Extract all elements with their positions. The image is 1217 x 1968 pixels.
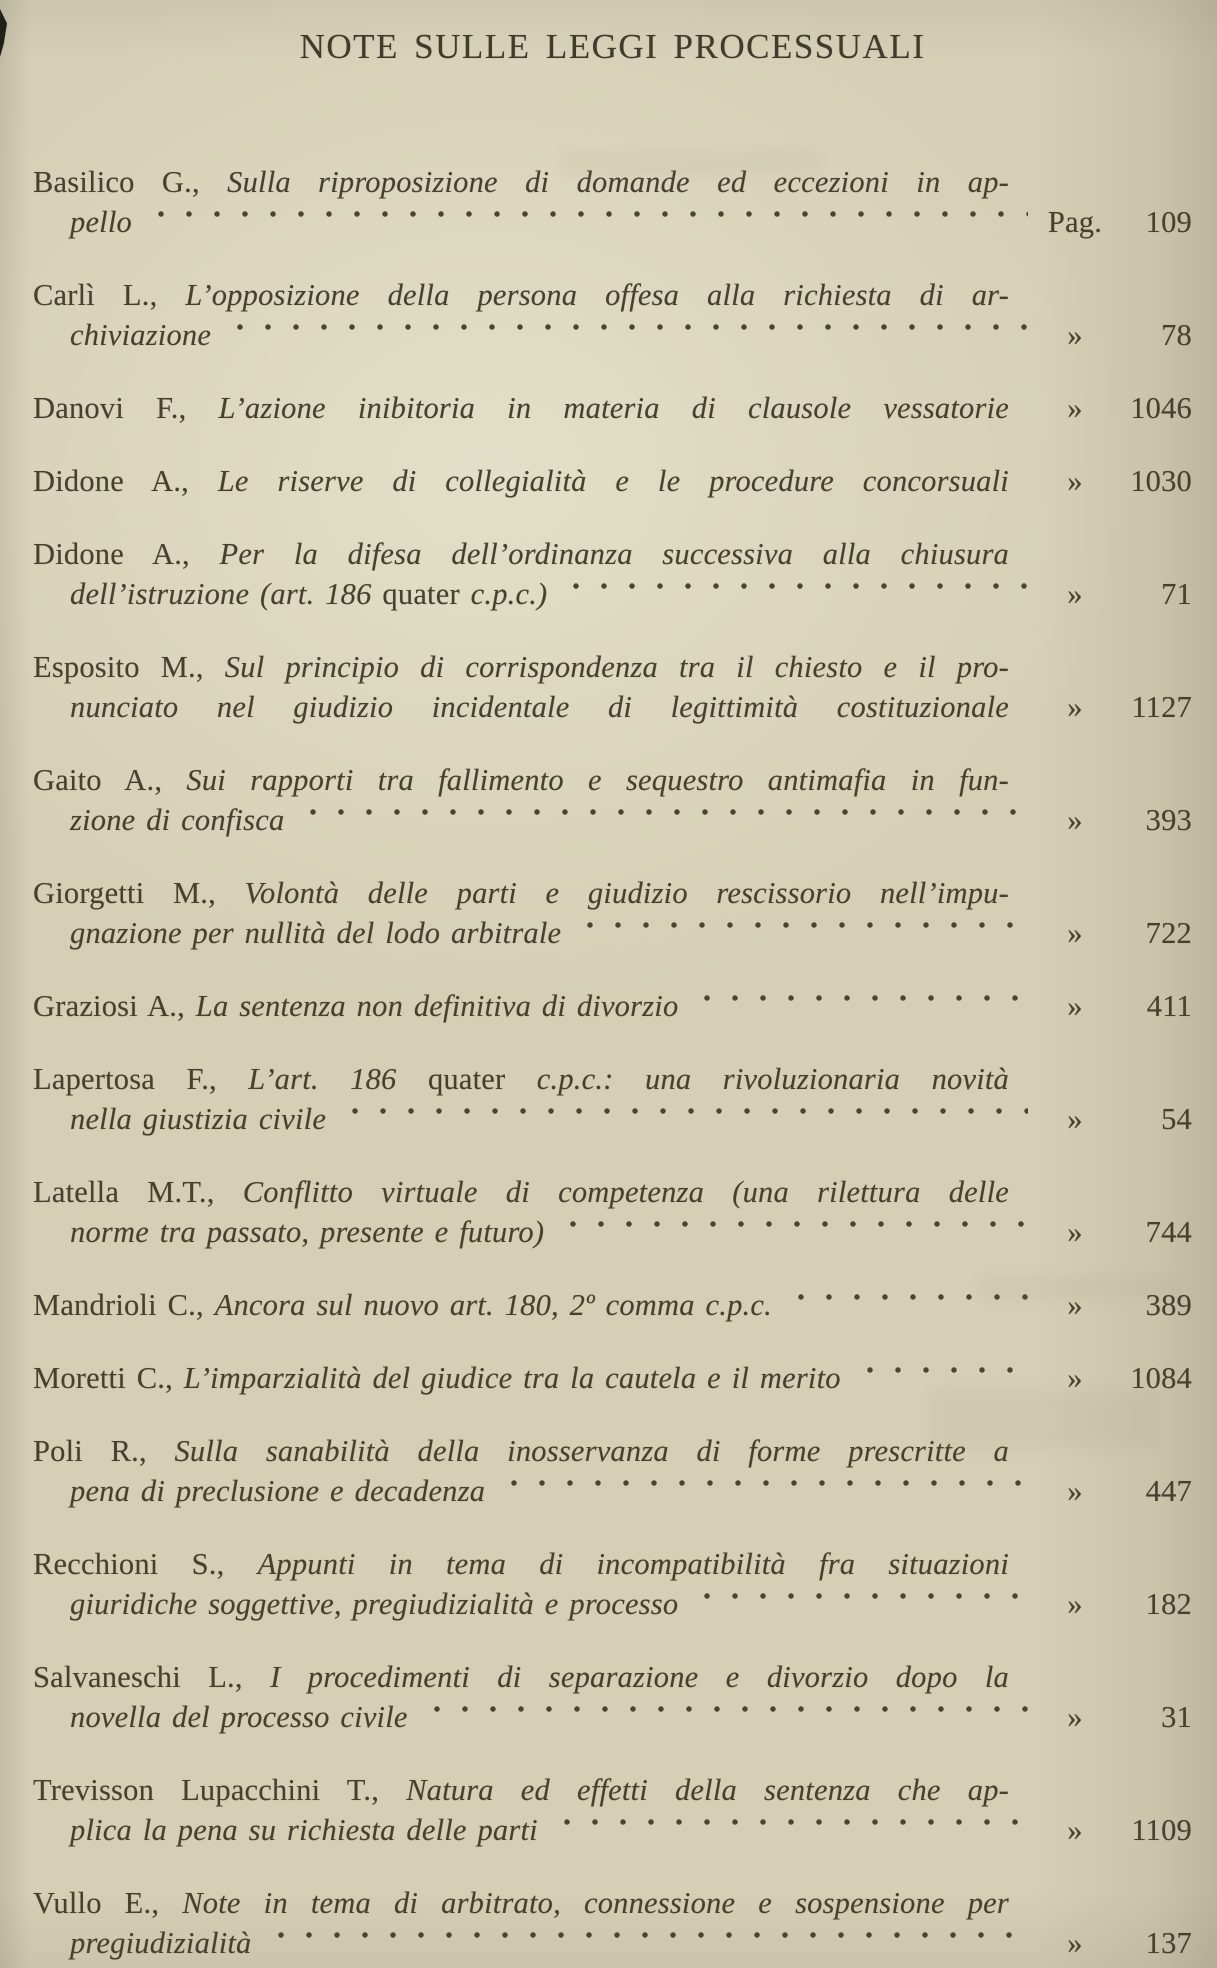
entry-text [33,1923,252,1963]
toc-entry [33,388,1192,428]
page-marker: » [1067,916,1083,950]
author-segment: Didone A., [33,464,218,498]
author-segment: Lapertosa F., [33,1062,249,1096]
toc-entry [33,1770,1192,1850]
page-number: 393 [1145,803,1192,837]
toc-line [33,1883,1192,1923]
toc-line [33,1697,1192,1737]
author-segment: Danovi F., [33,391,219,425]
page-number: 31 [1161,1700,1192,1734]
dot-leader [549,1810,1028,1850]
title-segment: c.p.c.) [470,577,548,611]
entry-text [33,534,1009,574]
title-segment: I procedimenti di separazione e divorzio dopo la [270,1660,1010,1694]
page-number: 54 [1161,1102,1192,1136]
page-marker: » [1067,1587,1083,1621]
dot-leader [555,1212,1028,1252]
page-number: 744 [1145,1215,1192,1249]
toc-line [33,1099,1192,1139]
author-segment: Recchioni S., [33,1547,258,1581]
toc-entry [33,1059,1192,1139]
author-segment: Didone A., [33,537,220,571]
toc-line [33,202,1192,242]
page-marker: » [1067,318,1083,352]
dot-leader [337,1099,1028,1139]
page-number: 109 [1145,205,1192,239]
author-segment: quater [427,1062,537,1096]
toc-line [33,1810,1192,1850]
toc-line [33,1471,1192,1511]
entry-text [33,1358,841,1398]
dot-leader [689,986,1028,1026]
toc-line [33,1059,1192,1099]
page-number: 137 [1145,1926,1192,1960]
entry-text [33,800,284,840]
author-segment: Graziosi A., [33,989,196,1023]
entry-text [33,1285,772,1325]
entry-text [33,687,1009,727]
toc-entry [33,1285,1192,1325]
page-marker: » [1067,1102,1083,1136]
dot-leader [295,800,1028,840]
dot-leader [783,1285,1028,1325]
entry-text [33,275,1009,315]
entry-text [33,1810,538,1850]
page-marker: » [1067,464,1083,498]
title-segment: Sui rapporti tra fallimento e sequestro antimafia in fun- [186,763,1009,797]
page-marker: » [1067,989,1083,1023]
title-segment: novella del processo civile [70,1700,408,1734]
toc-line [33,1285,1192,1325]
page-number: 1109 [1131,1813,1192,1847]
page-number: 1127 [1131,690,1192,724]
entry-text [33,760,1009,800]
entry-text [33,647,1009,687]
title-segment: dell’istruzione (art. 186 [70,577,383,611]
toc-line [33,760,1192,800]
entry-text [33,1544,1009,1584]
toc-line [33,1770,1192,1810]
toc-line [33,800,1192,840]
toc-line [33,461,1192,501]
page-title: NOTE SULLE LEGGI PROCESSUALI [299,27,926,66]
title-segment: Sulla riproposizione di domande ed eccezioni in ap- [227,165,1009,199]
dot-leader [689,1584,1028,1624]
page-number: 1046 [1130,391,1192,425]
page-number: 1030 [1130,464,1192,498]
page-marker: » [1067,577,1083,611]
title-segment: plica la pena su richiesta delle parti [70,1813,538,1847]
entry-text [33,574,547,614]
author-segment: Esposito M., [33,650,225,684]
dot-leader [558,574,1028,614]
entry-text [33,1471,485,1511]
scan-corner-shadow [0,9,7,57]
toc-list [33,162,1192,1963]
page-number: 1084 [1130,1361,1192,1395]
page-marker: » [1067,690,1083,724]
title-segment: norme tra passato, presente e futuro) [70,1215,545,1249]
title-segment: pregiudizialità [70,1926,252,1960]
author-segment: Latella M.T., [33,1175,243,1209]
entry-text [33,388,1009,428]
author-segment: Poli R., [33,1434,175,1468]
page-marker: » [1067,1474,1083,1508]
author-segment: Mandrioli C., [33,1288,215,1322]
author-segment: Salvaneschi L., [33,1660,271,1694]
toc-line [33,388,1192,428]
toc-entry [33,275,1192,355]
toc-line [33,1172,1192,1212]
title-segment: nella giustizia civile [70,1102,327,1136]
title-segment: La sentenza non definitiva di divorzio [195,989,679,1023]
title-segment: c.p.c.: una rivoluzionaria novità [536,1062,1010,1096]
entry-text [33,1657,1009,1697]
toc-line [33,647,1192,687]
toc-entry [33,1544,1192,1624]
page-marker: Pag. [1047,205,1103,239]
toc-line [33,1431,1192,1471]
author-segment: Vullo E., [33,1886,183,1920]
leader-gap [1020,687,1028,727]
page-number: 71 [1161,577,1192,611]
author-segment: Basilico G., [33,165,228,199]
title-segment: L’opposizione della persona offesa alla richiesta di ar- [185,278,1009,312]
page-number: 447 [1145,1474,1192,1508]
entry-text [33,1172,1009,1212]
page-marker: » [1067,803,1083,837]
page-marker: » [1067,391,1083,425]
title-segment: pena di preclusione e decadenza [70,1474,486,1508]
toc-entry [33,1657,1192,1737]
toc-line [33,275,1192,315]
toc-line [33,315,1192,355]
entry-text [33,1099,326,1139]
dot-leader [419,1697,1028,1737]
page-marker: » [1067,1813,1083,1847]
toc-entry [33,1358,1192,1398]
dot-leader [263,1923,1029,1963]
page-marker: » [1067,1288,1083,1322]
title-segment: gnazione per nullità del lodo arbitrale [70,916,562,950]
title-segment: L’azione inibitoria in materia di clausole vessatorie [218,391,1009,425]
toc-line [33,873,1192,913]
toc-line [33,1358,1192,1398]
toc-line [33,1923,1192,1963]
dot-leader [572,913,1028,953]
title-segment: Appunti in tema di incompatibilità fra situazioni [257,1547,1009,1581]
author-segment: Carlì L., [33,278,186,312]
toc-line [33,913,1192,953]
entry-text [33,986,678,1026]
entry-text [33,1212,544,1252]
page-marker: » [1067,1361,1083,1395]
entry-text [33,913,561,953]
toc-entry [33,162,1192,242]
entry-text [33,1431,1009,1471]
title-segment: Le riserve di collegialità e le procedure concorsuali [217,464,1009,498]
title-segment: Natura ed effetti della sentenza che ap- [406,1773,1009,1807]
toc-entry [33,986,1192,1026]
toc-entry [33,534,1192,614]
title-segment: pello [70,205,132,239]
entry-text [33,1883,1009,1923]
page-number: 78 [1161,318,1192,352]
title-segment: chiviazione [70,318,212,352]
title-segment: Per la difesa dell’ordinanza successiva alla chiusura [219,537,1009,571]
toc-line [33,1544,1192,1584]
title-segment: Volontà delle parti e giudizio rescissorio nell’impu- [244,876,1009,910]
toc-entry [33,1883,1192,1963]
entry-text [33,1584,678,1624]
toc-line [33,1212,1192,1252]
page-marker: » [1067,1700,1083,1734]
toc-entry [33,1172,1192,1252]
title-segment: Note in tema di arbitrato, connessione e sospensione per [182,1886,1009,1920]
dot-leader [852,1358,1028,1398]
toc-line [33,162,1192,202]
title-segment: L’art. 186 [248,1062,428,1096]
entry-text [33,202,132,242]
title-segment: giuridiche soggettive, pregiudizialità e processo [70,1587,679,1621]
author-segment: Gaito A., [33,763,187,797]
toc-entry [33,647,1192,727]
toc-entry [33,461,1192,501]
entry-text [33,1770,1009,1810]
author-segment: Moretti C., [33,1361,184,1395]
page-marker: » [1067,1926,1083,1960]
page-number: 722 [1145,916,1192,950]
toc-line [33,986,1192,1026]
page-marker: » [1067,1215,1083,1249]
dot-leader [222,315,1028,355]
entry-text [33,162,1009,202]
title-segment: zione di confisca [70,803,285,837]
author-segment: quater [382,577,471,611]
author-segment: Giorgetti M., [33,876,245,910]
dot-leader [496,1471,1028,1511]
toc-entry [33,873,1192,953]
dot-leader [143,202,1028,242]
title-segment: Sulla sanabilità della inosservanza di forme prescritte a [174,1434,1009,1468]
title-segment: Ancora sul nuovo art. 180, 2º comma c.p.c. [214,1288,772,1322]
author-segment: Trevisson Lupacchini T., [33,1773,407,1807]
page-number: 182 [1145,1587,1192,1621]
title-segment: L’imparzialità del giudice tra la cautela e il merito [183,1361,841,1395]
toc-line [33,1657,1192,1697]
toc-line [33,1584,1192,1624]
entry-text [33,1059,1009,1099]
title-segment: Sul principio di corrispondenza tra il chiesto e il pro- [224,650,1009,684]
page-number: 411 [1146,989,1192,1023]
leader-gap [1020,461,1028,501]
toc-entry [33,760,1192,840]
entry-text [33,873,1009,913]
entry-text [33,461,1009,501]
title-segment: nunciato nel giudizio incidentale di legittimità costituzionale [70,690,1009,724]
leader-gap [1020,388,1028,428]
toc-line [33,534,1192,574]
toc-line [33,687,1192,727]
toc-line [33,574,1192,614]
title-segment: Conflitto virtuale di competenza (una rilettura delle [242,1175,1009,1209]
page-number: 389 [1145,1288,1192,1322]
toc-entry [33,1431,1192,1511]
entry-text [33,1697,408,1737]
entry-text [33,315,211,355]
